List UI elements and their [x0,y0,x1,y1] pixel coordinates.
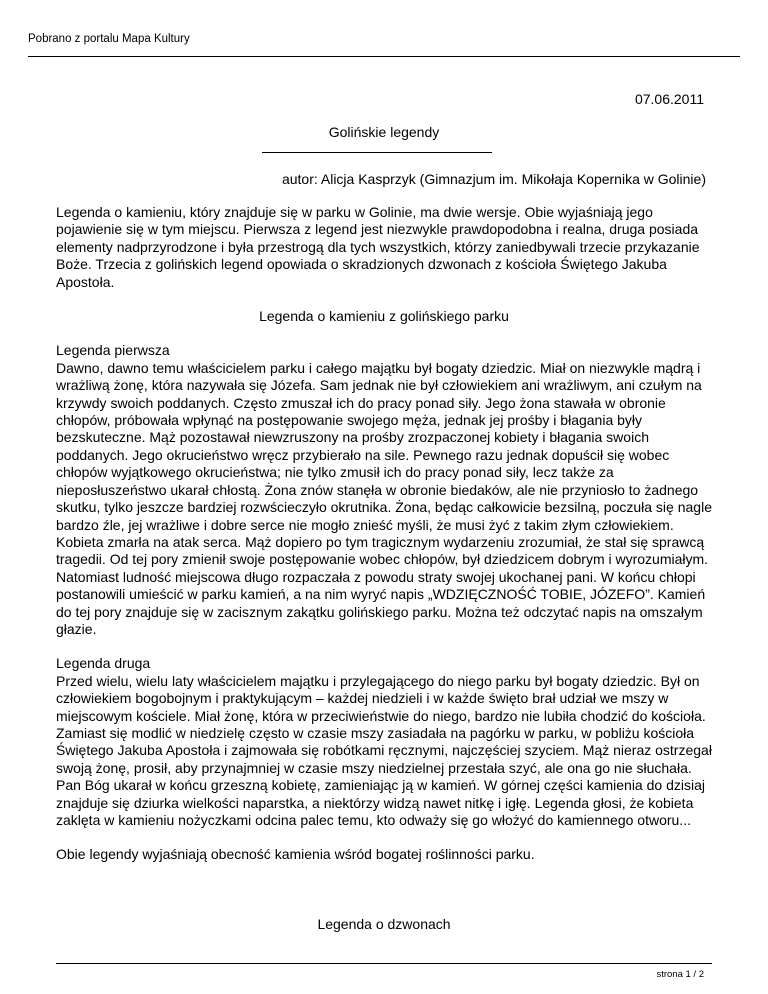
page-number: strona 1 / 2 [656,969,704,980]
document-title: Golińskie legendy [328,124,440,140]
legend-first [56,342,712,638]
legend-first-heading: Legenda pierwsza [56,342,170,359]
footer-divider [56,963,712,964]
header-divider [28,56,740,57]
legend-second-heading: Legenda druga [56,655,151,672]
intro-paragraph: Legenda o kamieniu, który znajduje się w parku w Golinie, ma dwie wersje. Obie wyjaśniają jego pojawienie się w tym miejscu. Pierwsza z legend jest niezwykle prawdopodobna i realna, druga posiada elementy nadprzyrodzone i była przestrogą dla tych wszystkich, którzy zaniedbywali trzecie przykazanie Boże. Trzecia z golińskich legend opowiada o skradzionych dzwonach z kościoła Świętego Jakuba Apostoła. [56,204,700,290]
conclusion-paragraph: Obie legendy wyjaśniają obecność kamienia wśród bogatej roślinności parku. [56,846,535,863]
legend-second-text: Przed wielu, wielu laty właścicielem majątku i przylegającego do niego parku był bogaty dziedzic. Był on człowiekiem bogobojnym i praktykującym – każdej niedzieli i w każde święto brał udział we mszy w miejscowym kościele. Miał żonę, która w przeciwieństwie do niego, bardzo nie lubiła chodzić do kościoła. Zamiast się modlić w niedzielę często w czasie mszy zasiadała na pagórku w parku, w pobliżu kościoła Świętego Jakuba Apostoła i zajmowała się robótkami ręcznymi, najczęściej szyciem. Mąż nieraz ostrzegał swoją żonę, prosił, aby przynajmniej w czasie mszy niedzielnej przestała szyć, ale ona go nie słuchała. Pan Bóg ukarał w końcu grzeszną kobietę, zamieniając ją w kamień. W górnej części kamienia do dzisiaj znajduje się dziurka wielkości naparstka, a niektórzy widzą nawet nitkę i igłę. Legenda głosi, że kobieta zaklęta w kamieniu nożyczkami odcina palec temu, kto odważy się go włożyć do kamiennego otworu... [56,672,712,828]
title-underline [262,152,492,153]
source-header: Pobrano z portalu Mapa Kultury [28,33,190,45]
document-body [56,204,712,950]
legend-second [56,655,712,829]
legend-first-text: Dawno, dawno temu właścicielem parku i całego majątku był bogaty dziedzic. Miał on niezwykle mądrą i wrażliwą żonę, która nazywała się Józefa. Sam jednak nie był człowiekiem ani wrażliwym, ani czułym na krzywdy swoich poddanych. Często zmuszał ich do pracy ponad siły. Jego żona stawała w obronie chłopów, próbowała wpłynąć na postępowanie swojego męża, jednak jej prośby i błagania były bezskuteczne. Mąż pozostawał niewzruszony na prośby zrozpaczonej kobiety i błagania swoich poddanych. Jego okrucieństwo wręcz przybierało na sile. Pewnego razu jednak dopuścił się wobec chłopów wyjątkowego okrucieństwa; nie tylko zmusił ich do pracy ponad siły, lecz także za nieposłuszeństwo ukarał chłostą. Żona znów stanęła w obronie biedaków, ale nie przyniosło to żadnego skutku, tylko jeszcze bardziej rozwścieczyło okrutnika. Żona, będąc całkowicie bezsilną, poczuła się nagle bardzo źle, jej wrażliwe i dobre serce nie mogło znieść myśli, że musi żyć z takim złym człowiekiem. Kobieta zmarła na atak serca. Mąż dopiero po tym tragicznym wydarzeniu zrozumiał, że stał się sprawcą tragedii. Od tej pory zmienił swoje postępowanie wobec chłopów, był dziedzicem dobrym i wyrozumiałym. Natomiast ludność miejscowa długo rozpaczała z powodu straty swojej ukochanej pani. W końcu chłopi postanowili umieścić w parku kamień, a na nim wyryć napis „WDZIĘCZNOŚĆ TOBIE, JÓZEFO”. Kamień do tej pory znajduje się w zacisznym zakątku golińskiego parku. Można też odczytać napis na omszałym głazie. [56,359,712,637]
document-date: 07.06.2011 [634,91,704,107]
section-title-bells: Legenda o dzwonach [317,915,451,932]
section-title-stone: Legenda o kamieniu z golińskiego parku [259,308,509,325]
spacer [56,881,712,916]
author-line: autor: Alicja Kasprzyk (Gimnazjum im. Mikołaja Kopernika w Golinie) [281,171,706,187]
